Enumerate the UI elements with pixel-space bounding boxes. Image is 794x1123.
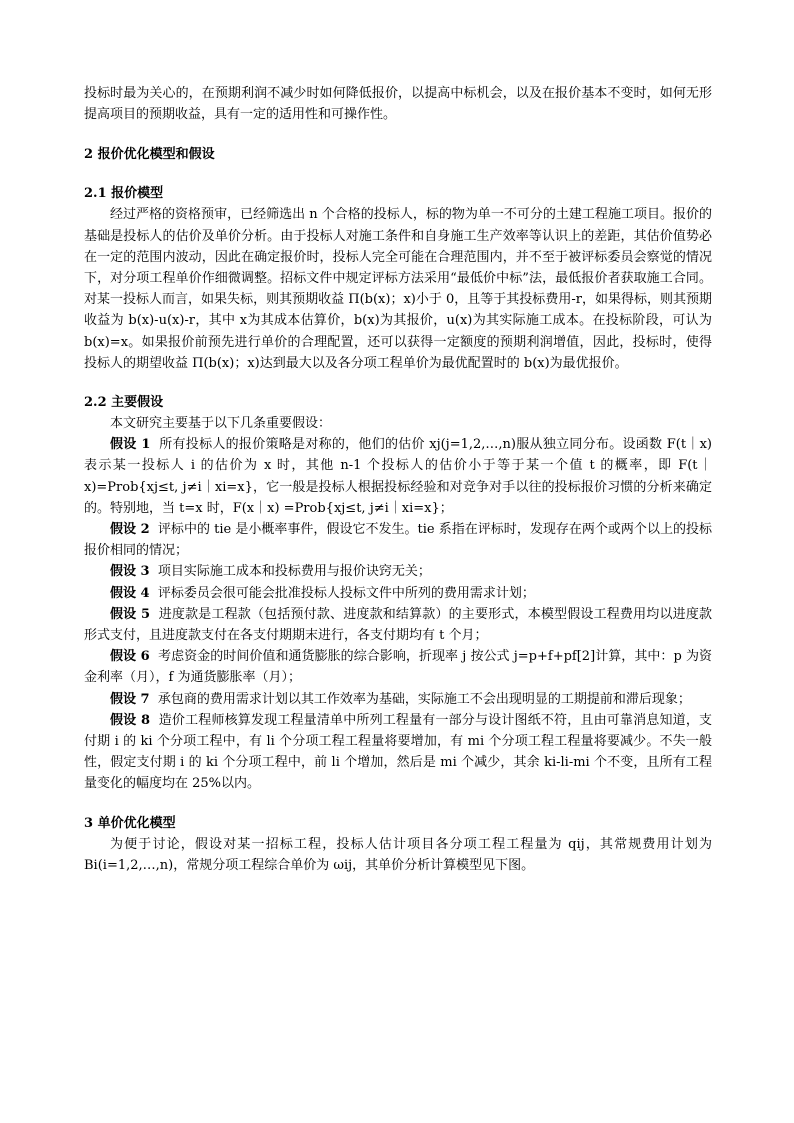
assumption-label: 假设 1: [110, 437, 151, 453]
assumption-text: 评标委员会很可能会批准投标人投标文件中所列的费用需求计划；: [157, 585, 535, 601]
assumption-label: 假设 8: [110, 712, 151, 728]
assumption-8: [84, 710, 712, 795]
assumption-text: 承包商的费用需求计划以其工作效率为基础，实际施工不会出现明显的工期提前和滞后现象；: [157, 691, 691, 707]
assumption-text: 项目实际施工成本和投标费用与报价诀窍无关；: [157, 564, 431, 580]
assumption-4: [84, 583, 712, 604]
assumption-label: 假设 2: [110, 522, 150, 538]
assumption-text: 进度款是工程款（包括预付款、进度款和结算款）的主要形式，本模型假设工程费用均以进度款形式支付，且进度款支付在各支付期期末进行，各支付期均有 t 个月；: [84, 606, 712, 644]
section-2-1-heading: 2.1 报价模型: [84, 186, 164, 202]
assumption-3: [84, 561, 712, 582]
assumption-label: 假设 3: [110, 564, 150, 580]
assumption-7: [84, 689, 712, 710]
section-2-2-lead: 本文研究主要基于以下几条重要假设：: [110, 416, 332, 432]
assumption-text: 所有投标人的报价策略是对称的，他们的估价 xj(j=1,2,…,n)服从独立同分布。设函数 F(t｜x)表示某一投标人 i 的估价为 x 时，其他 n-1 个投标人的估价小于等于某一个值 t 的概率，即 F(t｜x)=Prob{xj≤t, j≠i｜xi=x}，它一般是投标人根据投标经验和对竞争对手以往的投标报价习惯的分析来确定的。特别地，当 t=x 时，F(x｜x) =Prob{xj≤t, j≠i｜xi=x}；: [84, 437, 713, 516]
assumption-text: 评标中的 tie 是小概率事件，假设它不发生。tie 系指在评标时，发现存在两个或两个以上的投标报价相同的情况；: [84, 522, 712, 559]
document-page: [84, 83, 712, 876]
section-3-heading: 3 单价优化模型: [84, 815, 176, 831]
assumption-text: 造价工程师核算发现工程量清单中所列工程量有一部分与设计图纸不符，且由可靠消息知道，支付期 i 的 ki 个分项工程中，有 li 个分项工程工程量将要增加，有 mi 个分项工程工程量将要减少。不失一般性，假定支付期 i 的 ki 个分项工程中，前 li 个增加，然后是 mi 个减少，其余 ki-li-mi 个不变，且所有工程量变化的幅度均在 25%以内。: [84, 712, 712, 792]
section-2-2-heading: 2.2 主要假设: [84, 395, 164, 411]
assumption-6: [84, 646, 712, 688]
assumption-5: [84, 604, 712, 646]
section-3-paragraph: 为便于讨论，假设对某一招标工程，投标人估计项目各分项工程工程量为 qij，其常规费用计划为 Bi(i=1,2,…,n)，常规分项工程综合单价为 ωij，其单价分析计算模型见下图。: [84, 836, 712, 873]
section-2-1-paragraph: 经过严格的资格预审，已经筛选出 n 个合格的投标人，标的物为单一不可分的土建工程施工项目。报价的基础是投标人的估价及单价分析。由于投标人对施工条件和自身施工生产效率等认识上的差距，其估价值势必在一定的范围内波动，因此在确定报价时，投标人完全可能在合理范围内，并不至于被评标委员会察觉的情况下，对分项工程单价作细微调整。招标文件中规定评标方法采用“最低价中标”法，最低报价者获取施工合同。对某一投标人而言，如果失标，则其预期收益 Π(b(x)；x)小于 0，且等于其投标费用-r，如果得标，则其预期收益为 b(x)-u(x)-r，其中 x为其成本估算价，b(x)为其报价，u(x)为其实际施工成本。在投标阶段，可认为 b(x)=x。如果报价前预先进行单价的合理配置，还可以获得一定额度的预期利润增值，因此，投标时，使得投标人的期望收益 Π(b(x)；x)达到最大以及各分项工程单价为最优配置时的 b(x)为最优报价。: [84, 207, 712, 371]
section-2-heading: 2 报价优化模型和假设: [84, 147, 215, 163]
assumption-1: [84, 434, 712, 519]
assumption-label: 假设 4: [110, 585, 150, 601]
assumption-label: 假设 6: [110, 649, 150, 665]
assumption-label: 假设 7: [110, 691, 150, 707]
intro-paragraph: 投标时最为关心的，在预期利润不减少时如何降低报价，以提高中标机会，以及在报价基本不变时，如何无形提高项目的预期收益，具有一定的适用性和可操作性。: [84, 86, 712, 123]
assumption-2: [84, 519, 712, 561]
assumption-label: 假设 5: [110, 606, 151, 622]
assumption-text: 考虑资金的时间价值和通货膨胀的综合影响，折现率 j 按公式 j=p+f+pf[2]计算，其中：p 为资金利率（月），f 为通货膨胀率（月）；: [84, 649, 712, 686]
